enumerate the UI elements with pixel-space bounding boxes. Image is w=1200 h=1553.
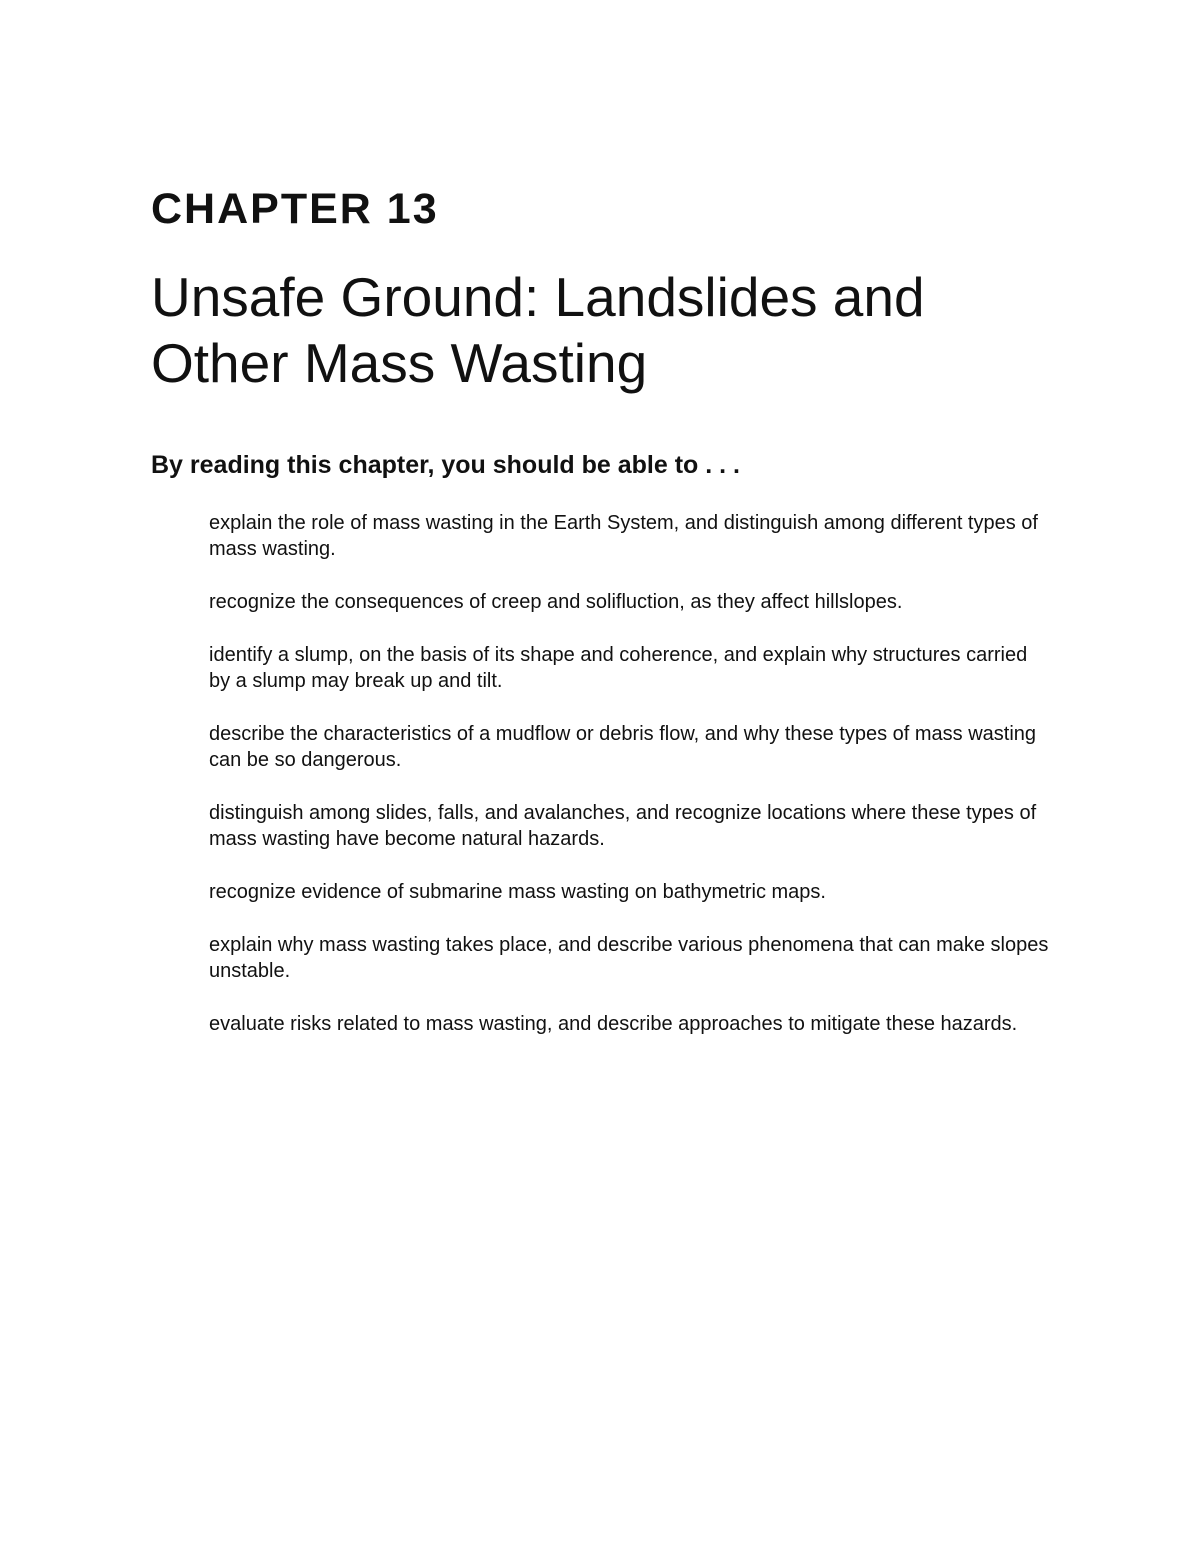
objectives-list [209,510,1049,1064]
chapter-title [151,264,1051,396]
chapter-label: CHAPTER 13 [151,185,439,233]
chapter-title-line-2: Other Mass Wasting [151,332,648,394]
objective-item: recognize evidence of submarine mass wasting on bathymetric maps. [209,881,826,903]
objective-item: explain why mass wasting takes place, and describe various phenomena that can make slopes unstable. [209,934,1049,982]
objective-item: identify a slump, on the basis of its shape and coherence, and explain why structures carried by a slump may break up and tilt. [209,644,1028,692]
objective-item: describe the characteristics of a mudflow or debris flow, and why these types of mass wasting can be so dangerous. [209,723,1037,771]
chapter-title-line-1: Unsafe Ground: Landslides and [151,266,925,328]
objective-item: distinguish among slides, falls, and avalanches, and recognize locations where these types of mass wasting have become natural hazards. [209,802,1037,850]
objective-item: evaluate risks related to mass wasting, and describe approaches to mitigate these hazards. [209,1013,1018,1035]
objective-item: recognize the consequences of creep and solifluction, as they affect hillslopes. [209,591,903,613]
objective-item: explain the role of mass wasting in the Earth System, and distinguish among different types of mass wasting. [209,512,1038,560]
objectives-intro: By reading this chapter, you should be able to . . . [151,451,740,479]
